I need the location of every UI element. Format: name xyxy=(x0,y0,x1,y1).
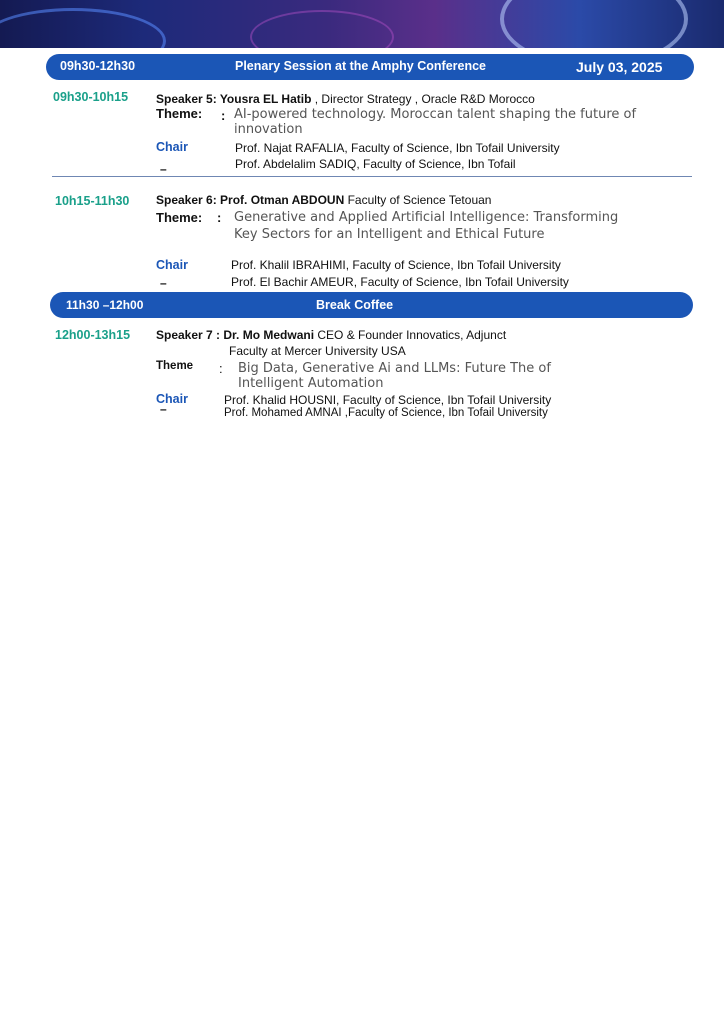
chair-label: Chair xyxy=(156,258,188,272)
chair-member: Prof. Khalil IBRAHIMI, Faculty of Science, Ibn Tofail University xyxy=(231,258,561,272)
break-label: Break Coffee xyxy=(316,298,394,312)
break-time: 11h30 –12h00 xyxy=(66,298,144,312)
speaker-affiliation: CEO & Founder Innovatics, Adjunct xyxy=(314,328,507,342)
chair-dash: – xyxy=(160,402,167,416)
chair-member: Prof. Mohamed AMNAI ,Faculty of Science, Ibn Tofail University xyxy=(224,407,548,419)
theme-separator: : xyxy=(221,108,226,123)
decorative-swirl xyxy=(250,10,394,48)
section-divider xyxy=(52,176,692,177)
speaker-name: Speaker 6: Prof. Otman ABDOUN xyxy=(156,193,345,207)
speaker-name: Speaker 5: Yousra EL Hatib xyxy=(156,92,312,106)
theme-text-line: Key Sectors for an Intelligent and Ethical Future xyxy=(234,227,545,242)
speaker-line xyxy=(156,193,491,207)
chair-member: Prof. El Bachir AMEUR, Faculty of Science, Ibn Tofail University xyxy=(231,275,569,289)
theme-text-line: Big Data, Generative Ai and LLMs: Future The of xyxy=(238,361,551,376)
slot-time: 10h15-11h30 xyxy=(55,194,130,208)
speaker-affiliation-line2: Faculty at Mercer University USA xyxy=(229,344,406,358)
theme-label: Theme: xyxy=(156,106,203,121)
speaker-affiliation: Faculty of Science Tetouan xyxy=(344,193,492,207)
speaker-line xyxy=(156,328,506,342)
theme-text-line: Intelligent Automation xyxy=(238,376,384,391)
chair-member: Prof. Khalid HOUSNI, Faculty of Science, Ibn Tofail University xyxy=(224,393,552,407)
session-title: Plenary Session at the Amphy Conference xyxy=(235,59,487,73)
decorative-swirl xyxy=(500,0,688,48)
theme-separator: : xyxy=(219,361,223,376)
slot-time: 12h00-13h15 xyxy=(55,328,131,342)
speaker-line xyxy=(156,92,535,106)
theme-separator: : xyxy=(217,210,222,225)
top-banner xyxy=(0,0,724,48)
chair-label: Chair xyxy=(156,392,188,406)
chair-member: Prof. Najat RAFALIA, Faculty of Science, Ibn Tofail University xyxy=(235,141,560,155)
theme-label: Theme: xyxy=(156,210,203,225)
chair-dash: – xyxy=(160,276,167,290)
theme-text-line: Generative and Applied Artificial Intelligence: Transforming xyxy=(234,210,619,225)
speaker-name: Speaker 7 : Dr. Mo Medwani xyxy=(156,328,315,342)
speaker-affiliation: , Director Strategy , Oracle R&D Morocco xyxy=(311,92,535,106)
theme-label: Theme xyxy=(156,360,194,372)
slot-time: 09h30-10h15 xyxy=(53,90,129,104)
chair-label: Chair xyxy=(156,140,188,154)
session-time: 09h30-12h30 xyxy=(60,59,136,73)
theme-text-line: AI-powered technology. Moroccan talent shaping the future of xyxy=(234,107,637,122)
session-date: July 03, 2025 xyxy=(576,59,663,75)
chair-member: Prof. Abdelalim SADIQ, Faculty of Science, Ibn Tofail xyxy=(235,157,516,171)
theme-text-line: innovation xyxy=(234,122,303,137)
decorative-swirl xyxy=(0,8,166,48)
session-header-bar xyxy=(46,54,694,80)
break-bar xyxy=(50,292,693,318)
chair-dash: – xyxy=(160,162,167,176)
